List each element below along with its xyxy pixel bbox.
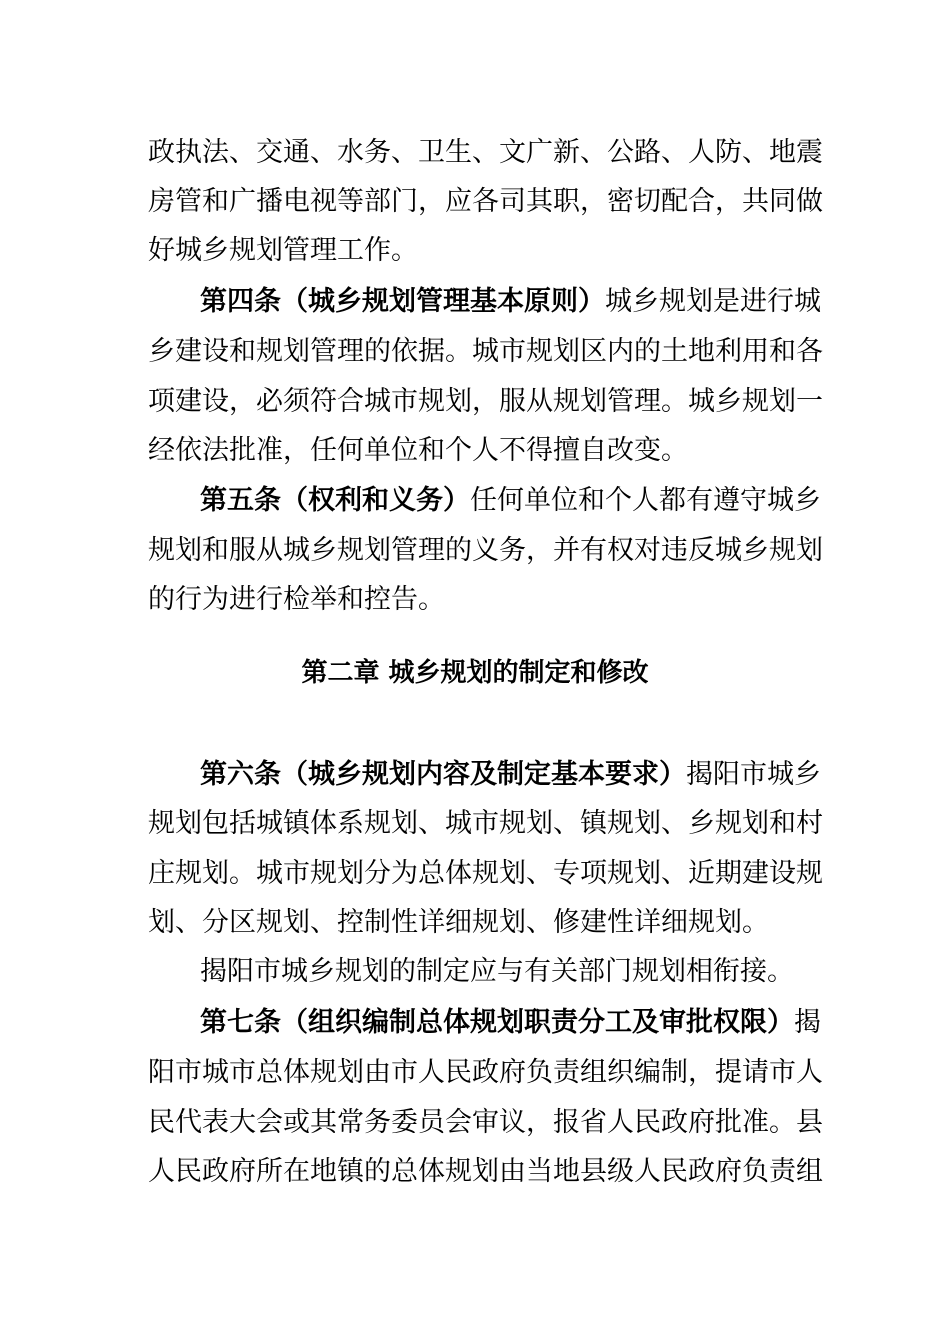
article7-heading: 第七条（组织编制总体规划职责分工及审批权限） (200, 1007, 794, 1038)
article5-line-3: 的行为进行检举和控告。 (148, 584, 445, 615)
intro-line-3: 好城乡规划管理工作。 (148, 235, 418, 266)
article7-line-3: 民代表大会或其常务委员会审议，报省人民政府批准。县 (148, 1107, 823, 1138)
intro-line-1: 政执法、交通、水务、卫生、文广新、公路、人防、地震 (148, 137, 823, 168)
article6-line-2: 规划包括城镇体系规划、城市规划、镇规划、乡规划和村 (148, 808, 823, 839)
article4-line-2: 乡建设和规划管理的依据。城市规划区内的土地利用和各 (148, 336, 823, 367)
article5-heading: 第五条（权利和义务） (200, 485, 470, 516)
article7-line-4: 人民政府所在地镇的总体规划由当地县级人民政府负责组 (148, 1156, 823, 1187)
article6-first-line (200, 758, 821, 792)
article6-heading: 第六条（城乡规划内容及制定基本要求） (200, 759, 686, 790)
article5-first-text: 任何单位和个人都有遵守城乡 (470, 485, 821, 516)
article7-first-text: 揭 (794, 1007, 821, 1038)
article4-first-text: 城乡规划是进行城 (605, 286, 821, 317)
article6-line-3: 庄规划。城市规划分为总体规划、专项规划、近期建设规 (148, 858, 823, 889)
article5-line-2: 规划和服从城乡规划管理的义务，并有权对违反城乡规划 (148, 535, 823, 566)
article4-line-4: 经依法批准，任何单位和个人不得擅自改变。 (148, 435, 688, 466)
article4-first-line (200, 285, 821, 319)
article7-line-2: 阳市城市总体规划由市人民政府负责组织编制，提请市人 (148, 1057, 823, 1088)
intro-line-2: 房管和广播电视等部门，应各司其职，密切配合，共同做 (148, 186, 823, 217)
article6-extra-paragraph: 揭阳市城乡规划的制定应与有关部门规划相衔接。 (200, 956, 794, 987)
article4-heading: 第四条（城乡规划管理基本原则） (200, 286, 605, 317)
article6-first-text: 揭阳市城乡 (686, 759, 821, 790)
article5-first-line (200, 484, 821, 518)
article4-line-3: 项建设，必须符合城市规划，服从规划管理。城乡规划一 (148, 386, 823, 417)
article6-line-4: 划、分区规划、控制性详细规划、修建性详细规划。 (148, 907, 769, 938)
chapter-title: 第二章 城乡规划的制定和修改 (301, 658, 649, 688)
article7-first-line (200, 1006, 821, 1040)
